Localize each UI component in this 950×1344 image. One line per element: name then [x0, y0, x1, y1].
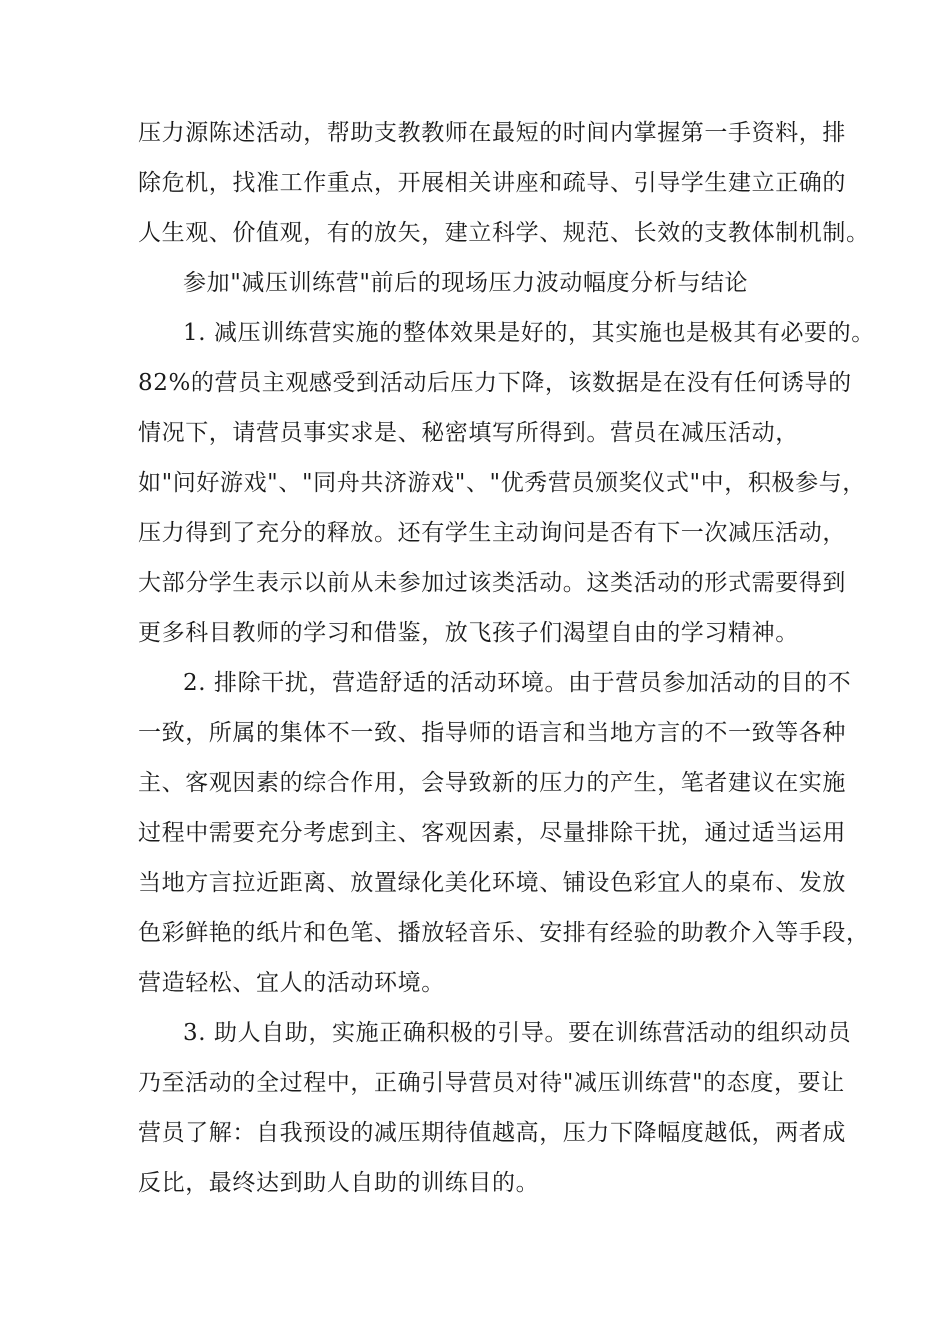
text-line-11: 更多科目教师的学习和借鉴，放飞孩子们渴望自由的学习精神。 [138, 620, 799, 646]
text-line-13: 一致，所属的集体不一致、指导师的语言和当地方言的不一致等各种 [138, 720, 846, 746]
text-line-7: 情况下，请营员事实求是、秘密填写所得到。营员在减压活动， [138, 420, 799, 446]
text-line-6: 82%的营员主观感受到活动后压力下降，该数据是在没有任何诱导的 [138, 370, 852, 396]
text-line-16: 当地方言拉近距离、放置绿化美化环境、铺设色彩宜人的桌布、发放 [138, 870, 846, 896]
text-line-10: 大部分学生表示以前从未参加过该类活动。这类活动的形式需要得到 [138, 570, 846, 596]
text-line-1: 压力源陈述活动，帮助支教教师在最短的时间内掌握第一手资料，排 [138, 120, 846, 146]
text-line-8: 如"问好游戏"、"同舟共济游戏"、"优秀营员颁奖仪式"中，积极参与， [138, 470, 866, 496]
text-line-22: 反比，最终达到助人自助的训练目的。 [138, 1170, 540, 1196]
text-line-20: 乃至活动的全过程中，正确引导营员对待"减压训练营"的态度，要让 [138, 1070, 845, 1096]
text-line-17: 色彩鲜艳的纸片和色笔、播放轻音乐、安排有经验的助教介入等手段， [138, 920, 870, 946]
text-line-9: 压力得到了充分的释放。还有学生主动询问是否有下一次减压活动， [138, 520, 846, 546]
text-line-point-3: 3. 助人自助，实施正确积极的引导。要在训练营活动的组织动员 [183, 1020, 852, 1046]
text-line-3: 人生观、价值观，有的放矢，建立科学、规范、长效的支教体制机制。 [138, 220, 870, 246]
text-line-18: 营造轻松、宜人的活动环境。 [138, 970, 445, 996]
section-heading: 参加"减压训练营"前后的现场压力波动幅度分析与结论 [183, 270, 749, 296]
text-line-point-1: 1. 减压训练营实施的整体效果是好的，其实施也是极其有必要的。 [183, 320, 875, 346]
text-line-14: 主、客观因素的综合作用，会导致新的压力的产生，笔者建议在实施 [138, 770, 846, 796]
text-line-15: 过程中需要充分考虑到主、客观因素，尽量排除干扰，通过适当运用 [138, 820, 846, 846]
text-line-2: 除危机，找准工作重点，开展相关讲座和疏导、引导学生建立正确的 [138, 170, 846, 196]
text-line-21: 营员了解：自我预设的减压期待值越高，压力下降幅度越低，两者成 [138, 1120, 846, 1146]
text-line-point-2: 2. 排除干扰，营造舒适的活动环境。由于营员参加活动的目的不 [183, 670, 852, 696]
